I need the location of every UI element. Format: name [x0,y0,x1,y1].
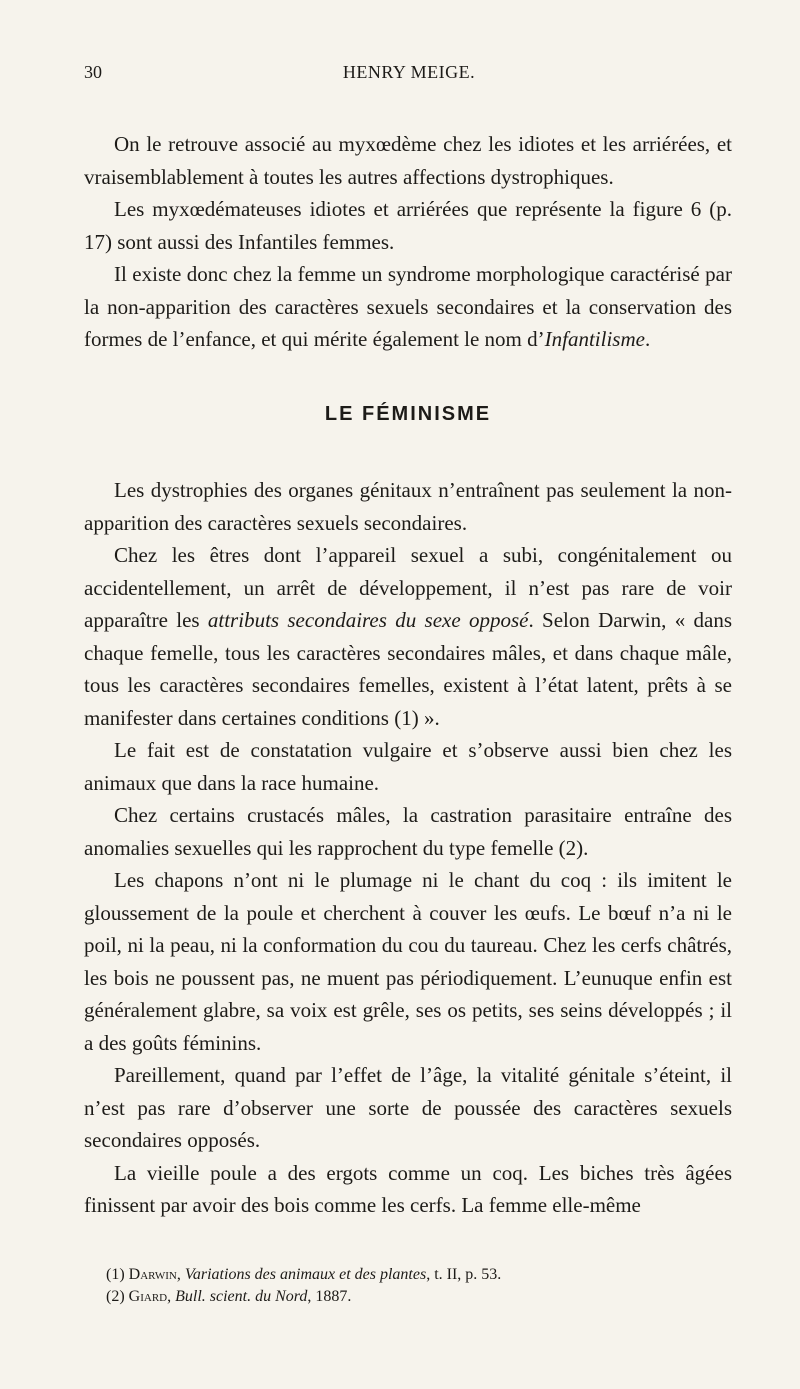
footnote-title: Bull. scient. du Nord [175,1288,308,1305]
paragraph: Chez certains crustacés mâles, la castration parasitaire entraîne des anomalies sexuelles qui les rapprochent du type femelle (2). [84,803,732,860]
italic-term: attributs secondaires du sexe opposé [207,608,529,632]
paragraph: La vieille poule a des ergots comme un coq. Les biches très âgées finissent par avoir des bois comme les cerfs. La femme elle-même [84,1160,732,1217]
paragraph-end: . Selon Darwin, « dans chaque femelle, tous les caractères secondaires mâles, et dans chaque mâle, tous les caractères secondaires femelles, existent à l’état latent, prêts à se manifester dans certaines conditions (1) ». [84,608,732,730]
footnote-number: (2) [106,1288,129,1305]
paragraph [84,539,732,734]
footnote-author: Giard [128,1288,168,1305]
footnote-author: Darwin [128,1266,177,1283]
paragraph-text: Il existe donc chez la femme un syndrome morphologique caractérisé par la non-apparition des caractères sexuels secondaires et la conservation des formes de l’enfance, et qui mérite également le nom d’ [84,262,732,351]
footnote-separator: , [167,1288,176,1305]
footnotes [84,1264,732,1308]
body-text [84,128,732,1222]
page-number: 30 [84,62,102,82]
paragraph-end: . [644,327,651,351]
paragraph-text: Chez les êtres dont l’appareil sexuel a subi, congénitalement ou accidentellement, un arrêt de développement, il n’est pas rare de voir apparaître les [84,543,732,632]
italic-term: Infantilisme [544,327,645,351]
footnote-title: Variations des animaux et des plantes [184,1266,427,1283]
paragraph: Les dystrophies des organes génitaux n’entraînent pas seulement la non-apparition des caractères sexuels secondaires. [84,478,732,535]
running-head: HENRY MEIGE. [342,62,476,82]
paragraph: Les myxœdémateuses idiotes et arriérées que représente la figure 6 (p. 17) sont aussi des Infantiles femmes. [84,197,732,254]
section-heading: LE FÉMINISME [324,402,492,425]
footnote [84,1264,732,1286]
footnote-number: (1) [106,1266,129,1283]
paragraph: Pareillement, quand par l’effet de l’âge, la vitalité génitale s’éteint, il n’est pas rare d’observer une sorte de poussée des caractères sexuels secondaires opposés. [84,1063,732,1152]
footnote-rest: , t. II, p. 53. [426,1266,502,1283]
paragraph: Le fait est de constatation vulgaire et s’observe aussi bien chez les animaux que dans la race humaine. [84,738,732,795]
footnote [84,1286,732,1308]
paragraph [84,258,732,356]
paragraph: On le retrouve associé au myxœdème chez les idiotes et les arriérées, et vraisemblablement à toutes les autres affections dystrophiques. [84,132,732,189]
footnote-rest: , 1887. [307,1288,352,1305]
footnote-separator: , [176,1266,185,1283]
page-header [84,62,734,92]
paragraph: Les chapons n’ont ni le plumage ni le chant du coq : ils imitent le gloussement de la poule et cherchent à couver les œufs. Le bœuf n’a ni le poil, ni la peau, ni la conformation du cou du taureau. Chez les cerfs châtrés, les bois ne poussent pas, ne muent pas périodiquement. L’eunuque enfin est généralement glabre, sa voix est grêle, ses os petits, ses seins développés ; il a des goûts féminins. [84,868,732,1055]
